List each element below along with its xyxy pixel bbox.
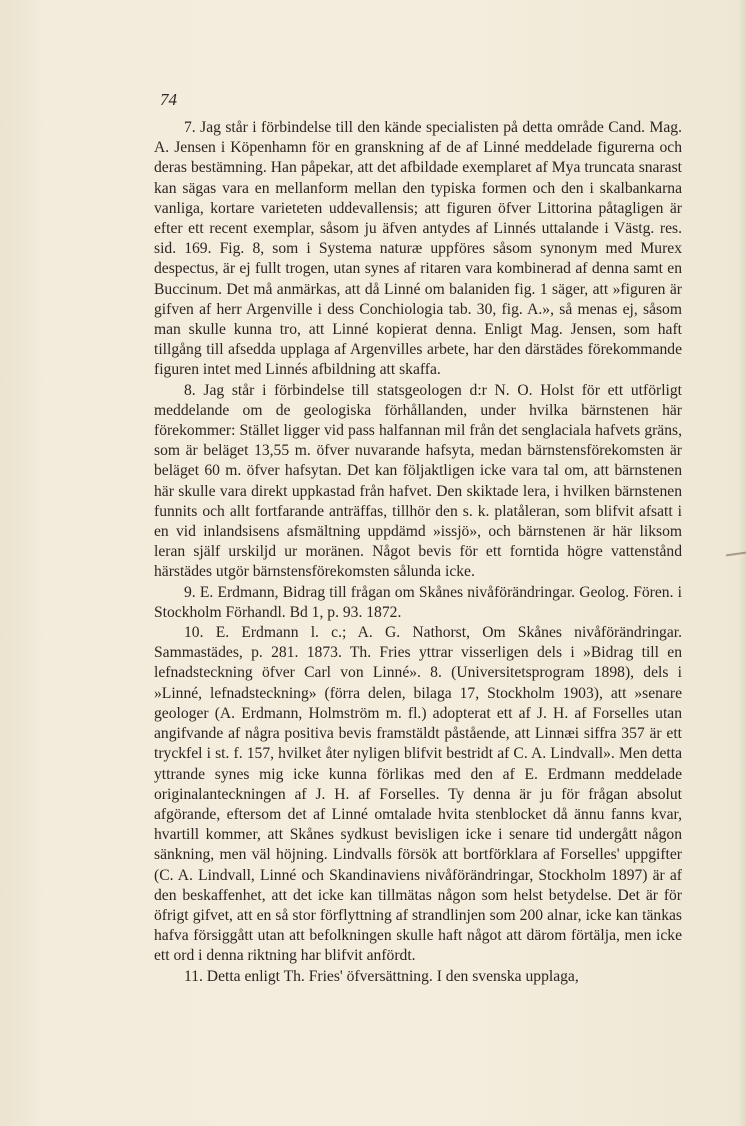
note-paragraph-10: 10. E. Erdmann l. c.; A. G. Nathorst, Om Skånes nivåförändringar. Sammastädes, p. 281. 1873. Th. Fries yttrar visserligen dels i »Bidrag till en lefnadsteckning öfver Carl von Linné». 8. (Universitetsprogram 1898), dels i »Linné, lefnadsteckning» (förra delen, bilaga 17, Stockholm 1903), att »senare geologer (A. Erdmann, Holmström m. fl.) adopterat ett af J. H. af Forselles utan angifvande af några positiva bevis framstäldt påstående, att Linnæi siffra 357 är ett tryckfel i st. f. 157, hvilket åter nyligen blifvit bestridt af C. A. Lindvall». Men detta yttrande synes mig icke kunna förlikas med den af E. Erdmann meddelade originalanteckningen af J. H. af Forselles. Ty denna är ju för frågan absolut afgörande, eftersom det af Linné omtalade hvita stenblocket då ännu fanns kvar, hvartill kommer, att Skånes sydkust bevisligen icke i senare tid undergått någon sänkning, men väl höjning. Lindvalls försök att bortförklara af Forselles' uppgifter (C. A. Lindvall, Linné och Skandinaviens nivåförändringar, Stockholm 1897) är af den beskaffenhet, att det icke kan tillmätas någon som helst betydelse. Det är för öfrigt gifvet, att en så stor förflyttning af strandlinjen som 200 alnar, icke kan tänkas hafva försiggått utan att befolkningen skulle haft något att därom förtälja, men icke ett ord i denna riktning har blifvit anfördt. [154, 624, 682, 965]
page-number: 74 [160, 90, 177, 109]
note-paragraph-8: 8. Jag står i förbindelse till statsgeologen d:r N. O. Holst för ett utförligt meddelande om de geologiska förhållanden, under hvilka bärnstenen här förekommer: Stället ligger vid pass halfannan mil från det senglaciala hafvets gräns, som är beläget 13,55 m. öfver nuvarande hafsyta, medan bärnstensförekomsten är beläget 60 m. öfver hafsytan. Det kan följaktligen icke vara tal om, att bärnstenen här skulle vara direkt uppkastad från hafvet. Den skiktade lera, i hvilken bärnstenen funnits och allt fortfarande anträffas, tillhör den s. k. platåleran, som blifvit afsatt i en vid inlandsisens afsmältning uppdämd »issjö», och bärnstenen är här liksom leran själf urskiljd ur moränen. Något bevis för ett forntida högre vattenstånd härstädes utgör bärnstensförekomsten sålunda icke. [154, 381, 682, 581]
page-edge-shadow [738, 0, 746, 1126]
note-paragraph-11: 11. Detta enligt Th. Fries' öfversättning. I den svenska upplaga, [184, 967, 579, 985]
note-paragraph-7: 7. Jag står i förbindelse till den kände specialisten på detta område Cand. Mag. A. Jensen i Köpenhamn för en granskning af de af Linné meddelade figurerna och deras bestämning. Han påpekar, att det afbildade exemplaret af Mya truncata snarast kan sägas vara en mellanform mellan den typiska formen och den i skalbankarna vanliga, kortare varieteten uddevallensis; att figuren öfver Littorina påtagligen är efter ett recent exemplar, såsom ju äfven antydes af Linnés uttalande i Västg. res. sid. 169. Fig. 8, som i Systema naturæ uppföres såsom synonym med Murex despectus, är ej fullt trogen, utan synes af ritaren vara kombinerad af denna samt en Buccinum. Det må anmärkas, att då Linné om balaniden fig. 1 säger, att »figuren är gifven af herr Argenville i dess Conchiologia tab. 30, fig. A.», så menas ej, såsom man skulle kunna tro, att Linné kopierat denna. Enligt Mag. Jensen, som haft tillgång till afsedda upplaga af Argenvilles arbete, har den därstädes förekommande figuren intet med Linnés afbildning att skaffa. [154, 119, 682, 379]
body-text [154, 118, 682, 987]
note-paragraph-9: 9. E. Erdmann, Bidrag till frågan om Skånes nivåförändringar. Geolog. Fören. i Stockholm Förhandl. Bd 1, p. 93. 1872. [154, 583, 682, 621]
